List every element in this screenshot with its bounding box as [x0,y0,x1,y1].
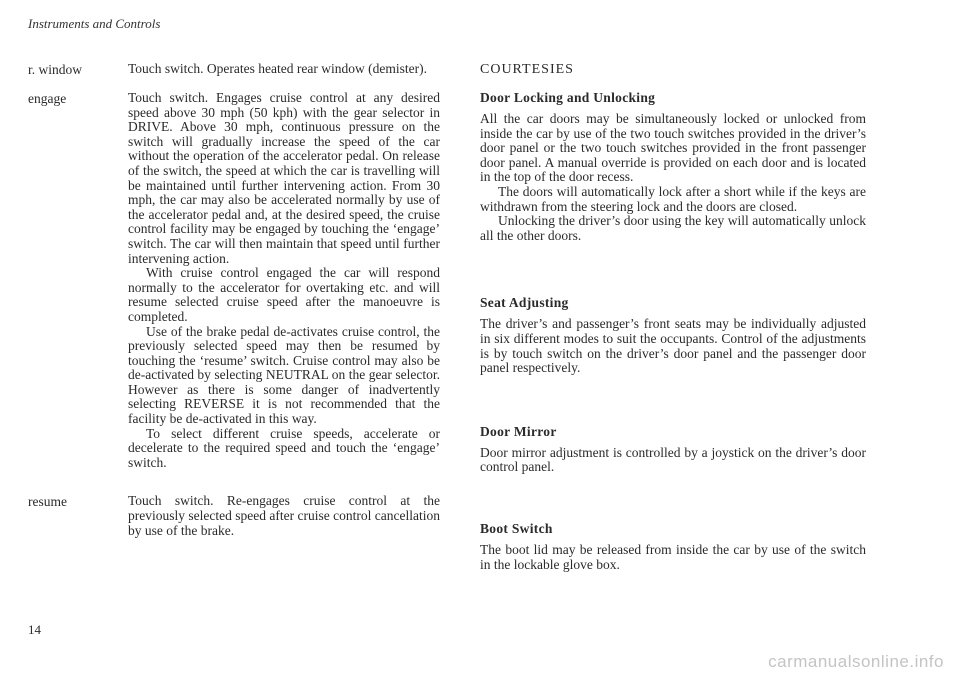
paragraph: Touch switch. Re-engages cruise control at the previously selected speed after cruise control cancellation by use of the brake. [128,493,440,538]
entry-term: r. window [28,62,82,77]
paragraph: Touch switch. Operates heated rear window (demister). [128,61,427,76]
paragraph: The driver’s and passenger’s front seats may be individually adjusted in six different modes to suit the occupants. Control of the adjustments is by touch switch on the driver’s door panel and the passenger door panel respectively. [480,316,866,376]
section-door-mirror [480,424,866,475]
section-seat-adjusting [480,295,866,375]
entry-engage [28,91,448,470]
subsection-body [480,317,866,375]
subsection-heading: Door Locking and Unlocking [480,90,656,105]
paragraph: Use of the brake pedal de-activates cruise control, the previously selected speed may then be resumed by touching the ‘resume’ switch. Cruise control may also be de-activated by selecting NEUTRAL on the gear selector. However as there is some danger of inadvertently selecting REVERSE it is not recommended that the facility be de-activated in this way. [128,323,440,427]
entry-description [128,91,440,470]
subsection-heading: Boot Switch [480,520,553,536]
entry-description [128,494,440,538]
paragraph: With cruise control engaged the car will respond normally to the accelerator for overtaking etc. and will resume selected cruise speed after the manoeuvre is completed. [128,265,440,324]
entry-term: resume [28,494,67,510]
paragraph: Door mirror adjustment is controlled by a joystick on the driver’s door control panel. [480,444,866,475]
paragraph: Unlocking the driver’s door using the key will automatically unlock all the other doors. [480,213,866,243]
paragraph: The doors will automatically lock after a short while if the keys are withdrawn from the steering lock and the doors are closed. [480,183,866,214]
section-title: COURTESIES [480,62,574,77]
courtesies-column [480,62,866,618]
controls-column [28,62,448,550]
entry-description [128,62,440,77]
subsection-heading: Door Mirror [480,423,557,439]
paragraph: All the car doors may be simultaneously locked or unlocked from inside the car by use of the two touch switches provided in the driver’s door panel or the two touch switches provided in the front passenger door panel. A manual override is provided on each door and is located in the top of the door recess. [480,111,866,185]
subsection-body [480,543,866,572]
watermark: carmanualsonline.info [768,652,944,671]
running-head: Instruments and Controls [28,16,161,31]
subsection-heading: Seat Adjusting [480,295,569,311]
entry-rear-window [28,62,448,77]
entry-term: engage [28,91,67,106]
paragraph: The boot lid may be released from inside the car by use of the switch in the lockable glove box. [480,541,866,572]
entry-resume [28,494,448,538]
paragraph: Touch switch. Engages cruise control at any desired speed above 30 mph (50 kph) with the gear selector in DRIVE. Above 30 mph, continuous pressure on the switch will gradually increase the speed of the car without the operation of the accelerator pedal. On release of the switch, the speed at which the car is travelling will be maintained until further intervening action. From 30 mph, the car may also be accelerated normally by use of the accelerator pedal and, at the desired speed, the cruise control facility may be engaged by touching the ‘engage’ switch. The car will then maintain that speed until further intervening action. [128,90,440,266]
page-number: 14 [28,622,41,637]
subsection-body [480,446,866,475]
section-door-locking [480,90,866,243]
paragraph: To select different cruise speeds, accelerate or decelerate to the required speed and touch the ‘engage’ switch. [128,425,440,470]
section-boot-switch [480,521,866,572]
subsection-body [480,112,866,243]
